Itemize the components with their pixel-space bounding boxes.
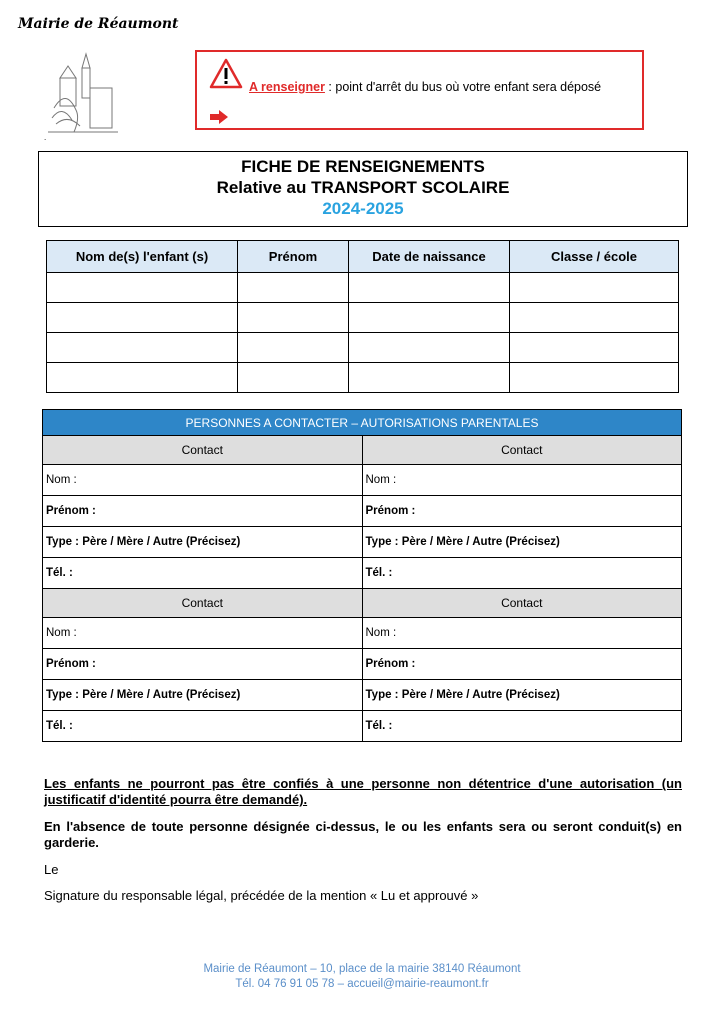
col-header-date: Date de naissance	[349, 241, 510, 273]
contact-heading: Contact	[362, 589, 682, 618]
prenom-field[interactable]: Prénom :	[362, 496, 682, 527]
nom-field[interactable]: Nom :	[43, 465, 363, 496]
nom-field[interactable]: Nom :	[362, 618, 682, 649]
type-field[interactable]: Type : Père / Mère / Autre (Précisez)	[362, 680, 682, 711]
prenom-field[interactable]: Prénom :	[43, 649, 363, 680]
prenom-field[interactable]: Prénom :	[43, 496, 363, 527]
type-field[interactable]: Type : Père / Mère / Autre (Précisez)	[362, 527, 682, 558]
mairie-name: Mairie de Réaumont	[18, 16, 179, 32]
type-field[interactable]: Type : Père / Mère / Autre (Précisez)	[43, 527, 363, 558]
title-box	[38, 151, 688, 227]
table-row	[47, 363, 679, 393]
arrow-right-icon	[209, 110, 229, 124]
contact-heading: Contact	[43, 589, 363, 618]
tel-field[interactable]: Tél. :	[43, 558, 363, 589]
alert-label: A renseigner	[249, 80, 325, 94]
alert-description: : point d'arrêt du bus où votre enfant sera déposé	[324, 80, 602, 94]
type-field[interactable]: Type : Père / Mère / Autre (Précisez)	[43, 680, 363, 711]
signature-label: Signature du responsable légal, précédée de la mention « Lu et approuvé »	[44, 888, 479, 903]
nom-field[interactable]: Nom :	[43, 618, 363, 649]
prenom-field[interactable]: Prénom :	[362, 649, 682, 680]
footer-contact: Tél. 04 76 91 05 78 – accueil@mairie-reaumont.fr	[235, 978, 489, 990]
tel-field[interactable]: Tél. :	[362, 711, 682, 742]
contact-heading: Contact	[362, 436, 682, 465]
contacts-table	[42, 409, 682, 742]
col-header-nom: Nom de(s) l'enfant (s)	[47, 241, 238, 273]
alert-text	[249, 80, 601, 94]
table-row	[47, 273, 679, 303]
title-line1: FICHE DE RENSEIGNEMENTS	[241, 157, 485, 176]
tel-field[interactable]: Tél. :	[43, 711, 363, 742]
tel-field[interactable]: Tél. :	[362, 558, 682, 589]
table-row	[47, 303, 679, 333]
title-line2: Relative au TRANSPORT SCOLAIRE	[216, 178, 510, 197]
warning-triangle-icon	[209, 58, 243, 90]
date-label: Le	[44, 862, 59, 877]
contact-heading: Contact	[43, 436, 363, 465]
children-table	[46, 240, 679, 393]
col-header-prenom: Prénom	[238, 241, 349, 273]
col-header-classe: Classe / école	[510, 241, 679, 273]
title-year: 2024-2025	[322, 199, 404, 218]
contacts-header: PERSONNES A CONTACTER – AUTORISATIONS PARENTALES	[43, 410, 682, 436]
footer	[0, 962, 724, 992]
notice-identity: Les enfants ne pourront pas être confiés à une personne non détentrice d'une autorisation (un justificatif d'identité pourra être demandé).	[44, 776, 682, 807]
table-row	[47, 333, 679, 363]
footer-address: Mairie de Réaumont – 10, place de la mairie 38140 Réaumont	[203, 963, 521, 975]
notice-garderie: En l'absence de toute personne désignée ci-dessus, le ou les enfants sera ou seront conduit(s) en garderie.	[44, 819, 682, 850]
alert-box	[195, 50, 644, 130]
church-sketch-icon	[46, 48, 120, 136]
nom-field[interactable]: Nom :	[362, 465, 682, 496]
